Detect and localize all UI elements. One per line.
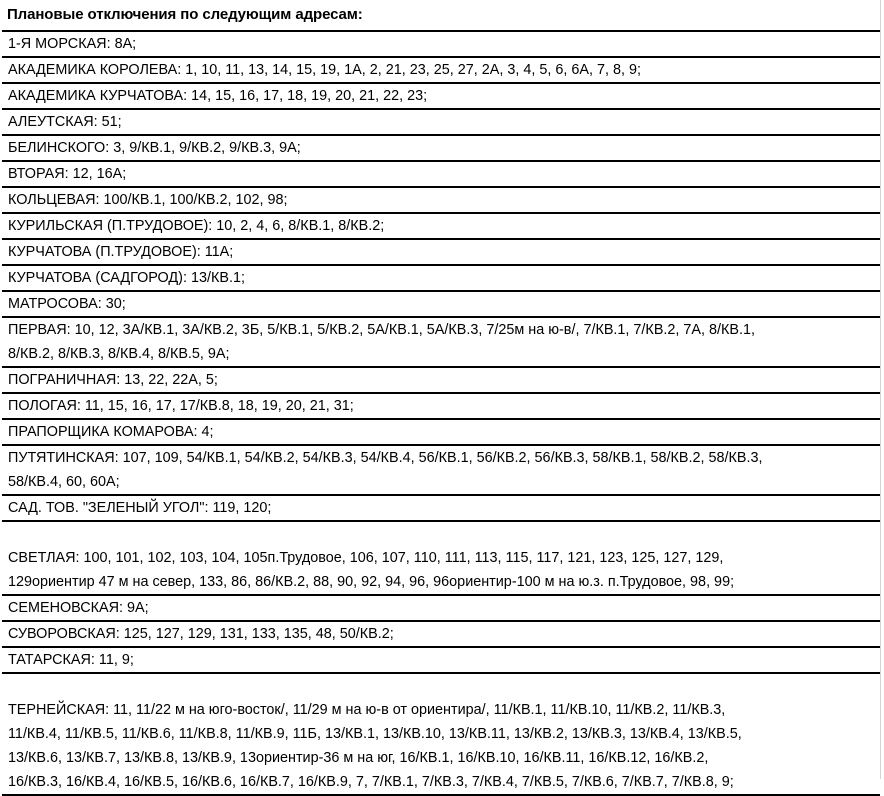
address-row-text: 1-Я МОРСКАЯ: 8А; (8, 36, 137, 52)
address-row (2, 136, 880, 162)
address-row (2, 446, 880, 496)
address-row-text: СУВОРОВСКАЯ: 125, 127, 129, 131, 133, 135, 48, 50/КВ.2; (8, 626, 394, 642)
address-row-text: СЕМЕНОВСКАЯ: 9А; (8, 600, 149, 616)
address-row-text: АКАДЕМИКА КУРЧАТОВА: 14, 15, 16, 17, 18, 19, 20, 21, 22, 23; (8, 88, 428, 104)
address-row (2, 214, 880, 240)
address-row (2, 622, 880, 648)
address-row-text: 8/КВ.2, 8/КВ.3, 8/КВ.4, 8/КВ.5, 9А; (8, 346, 230, 362)
address-row-text: ВТОРАЯ: 12, 16А; (8, 166, 127, 182)
address-row-text: АЛЕУТСКАЯ: 51; (8, 114, 122, 130)
address-row-text: СВЕТЛАЯ: 100, 101, 102, 103, 104, 105п.Трудовое, 106, 107, 110, 111, 113, 115, 117, 121, 123, 125, 127, 129, (8, 550, 724, 566)
address-row-text: КУРИЛЬСКАЯ (П.ТРУДОВОЕ): 10, 2, 4, 6, 8/КВ.1, 8/КВ.2; (8, 218, 385, 234)
address-row (2, 266, 880, 292)
address-row (2, 162, 880, 188)
address-row (2, 84, 880, 110)
address-row-text: САД. ТОВ. "ЗЕЛЕНЫЙ УГОЛ": 119, 120; (8, 500, 272, 516)
address-row-text: ПОЛОГАЯ: 11, 15, 16, 17, 17/КВ.8, 18, 19, 20, 21, 31; (8, 398, 354, 414)
address-row (2, 58, 880, 84)
address-row-text: 16/КВ.3, 16/КВ.4, 16/КВ.5, 16/КВ.6, 16/КВ.7, 16/КВ.9, 7, 7/КВ.1, 7/КВ.3, 7/КВ.4, 7/КВ.5, 7/КВ.6, 7/КВ.7, 7/КВ.8, 9; (8, 774, 734, 790)
address-row-text: ПРАПОРЩИКА КОМАРОВА: 4; (8, 424, 214, 440)
address-row (2, 648, 880, 674)
address-row-text: БЕЛИНСКОГО: 3, 9/КВ.1, 9/КВ.2, 9/КВ.3, 9А; (8, 140, 301, 156)
address-row-text: КУРЧАТОВА (САДГОРОД): 13/КВ.1; (8, 270, 245, 286)
sheet-heading: Плановые отключения по следующим адресам: (7, 6, 363, 23)
address-row (2, 110, 880, 136)
address-row (2, 30, 880, 58)
address-row-text: АКАДЕМИКА КОРОЛЕВА: 1, 10, 11, 13, 14, 15, 19, 1А, 2, 21, 23, 25, 27, 2А, 3, 4, 5, 6, 6А, 7, 8, 9; (8, 62, 641, 78)
address-row (2, 394, 880, 420)
address-list (0, 30, 884, 796)
address-row-text: ТАТАРСКАЯ: 11, 9; (8, 652, 134, 668)
address-row (2, 496, 880, 522)
address-row (2, 292, 880, 318)
address-row (2, 318, 880, 368)
address-row-text: МАТРОСОВА: 30; (8, 296, 126, 312)
address-row-text: 129ориентир 47 м на север, 133, 86, 86/КВ.2, 88, 90, 92, 94, 96, 96ориентир-100 м на ю.з. п.Трудовое, 98, 99; (8, 574, 735, 590)
address-row-text: ТЕРНЕЙСКАЯ: 11, 11/22 м на юго-восток/, 11/29 м на ю-в от ориентира/, 11/КВ.1, 11/КВ.10, 11/КВ.2, 11/КВ.3, (8, 702, 726, 718)
address-row (2, 420, 880, 446)
address-row-text: ПУТЯТИНСКАЯ: 107, 109, 54/КВ.1, 54/КВ.2, 54/КВ.3, 54/КВ.4, 56/КВ.1, 56/КВ.2, 56/КВ.3, 58/КВ.1, 58/КВ.2, 58/КВ.3, (8, 450, 763, 466)
address-row (2, 674, 880, 796)
address-row (2, 368, 880, 394)
address-row-text: ПЕРВАЯ: 10, 12, 3А/КВ.1, 3А/КВ.2, 3Б, 5/КВ.1, 5/КВ.2, 5А/КВ.1, 5А/КВ.3, 7/25м на ю-в/, 7/КВ.1, 7/КВ.2, 7А, 8/КВ.1, (8, 322, 755, 338)
address-row-text: ПОГРАНИЧНАЯ: 13, 22, 22А, 5; (8, 372, 218, 388)
address-row (2, 522, 880, 596)
address-row (2, 188, 880, 214)
address-row (2, 596, 880, 622)
address-row-text: КОЛЬЦЕВАЯ: 100/КВ.1, 100/КВ.2, 102, 98; (8, 192, 288, 208)
address-row-text: 11/КВ.4, 11/КВ.5, 11/КВ.6, 11/КВ.8, 11/КВ.9, 11Б, 13/КВ.1, 13/КВ.10, 13/КВ.11, 13/КВ.2, 13/КВ.3, 13/КВ.4, 13/КВ.5, (8, 726, 742, 742)
address-row-text: КУРЧАТОВА (П.ТРУДОВОЕ): 11А; (8, 244, 234, 260)
address-row-text: 13/КВ.6, 13/КВ.7, 13/КВ.8, 13/КВ.9, 13ориентир-36 м на юг, 16/КВ.1, 16/КВ.10, 16/КВ.11, 16/КВ.12, 16/КВ.2, (8, 750, 709, 766)
address-row (2, 240, 880, 266)
address-row-text: 58/КВ.4, 60, 60А; (8, 474, 120, 490)
